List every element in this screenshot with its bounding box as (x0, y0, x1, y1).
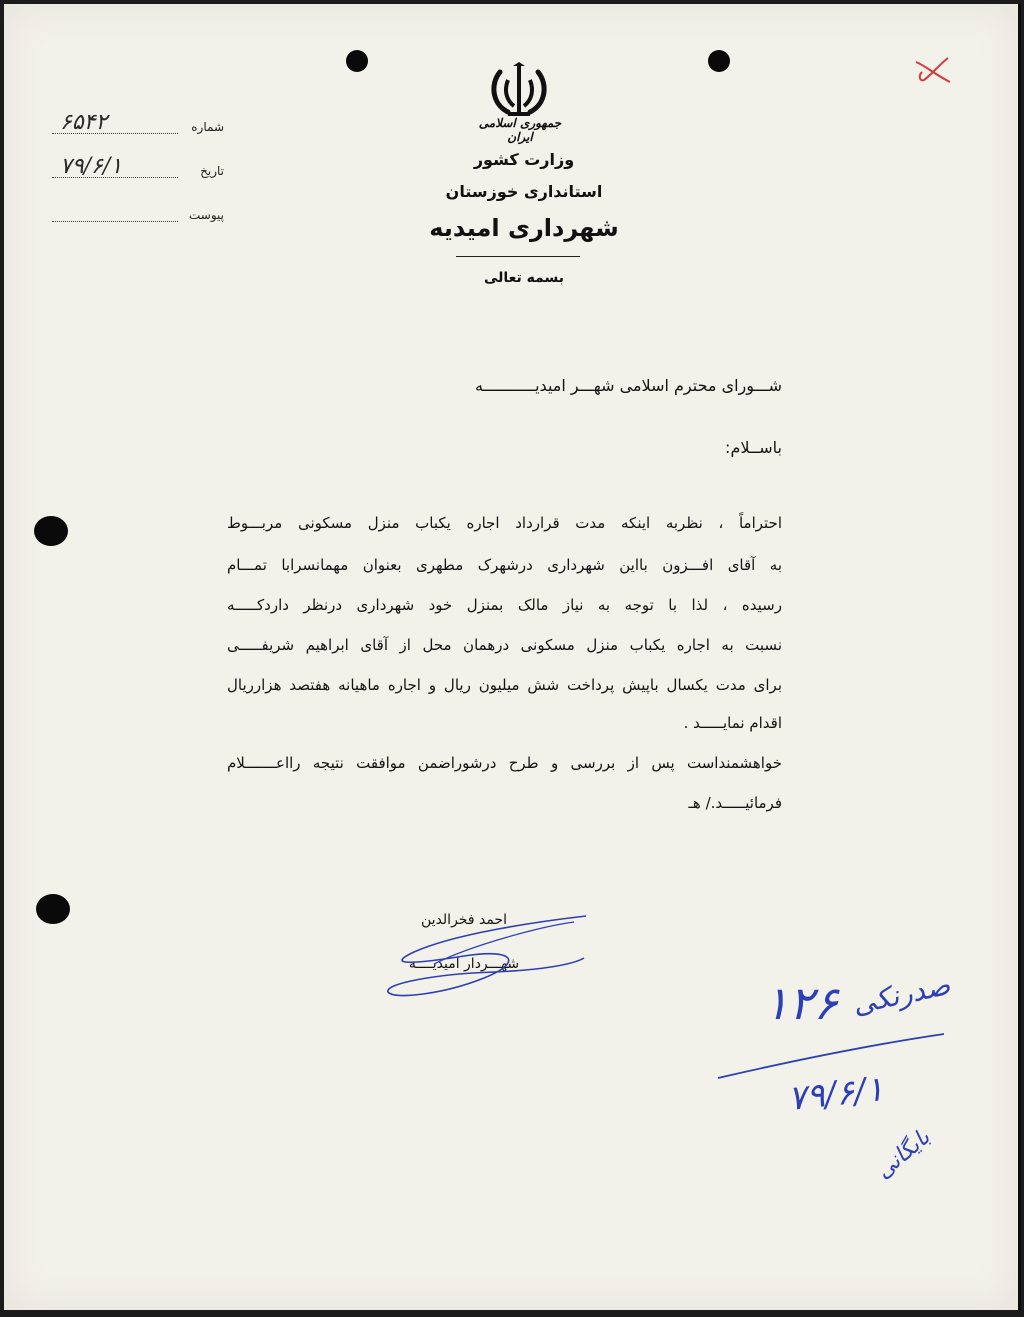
body-line: فرمائیـــــد./ هـ (688, 794, 782, 812)
letter-date-value: ۷۹/۶/۱ (60, 154, 123, 179)
body-line: به آقای افـــزون بااین شهرداری درشهرک مطهری بعنوان مهمانسرابا تمـــام (227, 556, 782, 574)
signatory-title: شهـــردار امیدیــــه (408, 956, 520, 972)
attachment-label: پیوست (189, 208, 224, 222)
handwritten-signature (374, 904, 604, 1014)
salutation: باســلام: (725, 438, 782, 457)
punch-hole-left-upper (34, 516, 68, 546)
body-line: خواهشمنداست پس از بررسی و طرح درشوراضمن موافقت نتیجه رااعـــــــلام (227, 754, 782, 772)
body-line: نسبت به اجاره یکباب منزل مسکونی درهمان محل از آقای ابراهیم شریفـــــی (227, 636, 782, 654)
letter-number-value: ۶۵۴۲ (60, 110, 108, 135)
body-line: برای مدت یکسال باپیش پرداخت شش میلیون ریال و اجاره ماهیانه هفتصد هزارریال (227, 676, 782, 694)
registry-date: ۷۹/۶/۱ (786, 1069, 886, 1119)
punch-hole-top-left (346, 50, 368, 72)
body-line: اقدام نمایـــــد . (683, 714, 782, 732)
letter-date-label: تاریخ (200, 164, 224, 178)
municipality-title: شهرداری امیدیه (429, 214, 619, 242)
invocation: بسمه تعالی (483, 270, 565, 286)
iran-emblem-icon (486, 62, 552, 122)
letter-page (4, 4, 1021, 1310)
attachment-dots (52, 221, 178, 222)
body-line: احتراماً ، نظربه اینکه مدت قرارداد اجاره یکباب منزل مسکونی مربـــوط (227, 514, 782, 532)
registry-label: صدرنکی (849, 968, 953, 1021)
signatory-name: احمد فخرالدین (421, 912, 507, 928)
punch-hole-top-right (708, 50, 730, 72)
governorate-title: استانداری خوزستان (445, 182, 603, 201)
letter-number-field (52, 110, 232, 140)
ministry-title: وزارت کشور (473, 150, 575, 169)
body-line: رسیده ، لذا با توجه به نیاز مالک بمنزل خود شهرداری درنظر داردکـــــه (227, 596, 782, 614)
attachment-field (52, 208, 232, 228)
punch-hole-left-lower (36, 894, 70, 924)
header-divider (456, 256, 580, 257)
archive-initials: بایگانی (871, 1124, 936, 1185)
letter-date-field (52, 154, 232, 184)
red-cross-mark-icon (912, 56, 956, 84)
emblem-caption: جمهوری اسلامی ایران (478, 116, 562, 144)
recipient-line: شـــورای محترم اسلامی شهـــر امیدیـــــــــــه (474, 376, 782, 395)
registry-number: ۱۲۶ (764, 976, 839, 1030)
letter-number-label: شماره (191, 120, 224, 134)
